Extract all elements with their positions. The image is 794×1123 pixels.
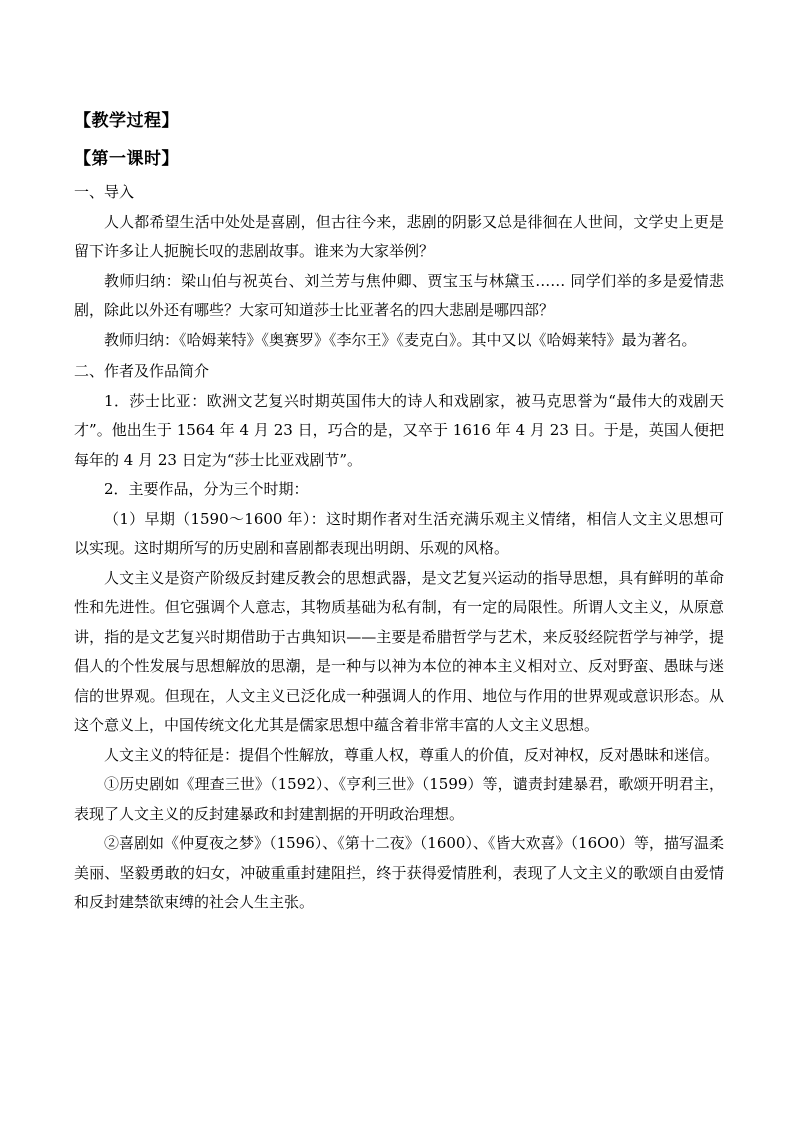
paragraph-teacher-summary-1: 教师归纳：梁山伯与祝英台、刘兰芳与焦仲卿、贾宝玉与林黛玉…… 同学们举的多是爱情悲剧，除此以外还有哪些？大家可知道莎士比亚著名的四大悲剧是哪四部？ xyxy=(74,271,724,319)
paragraph-humanism: 人文主义是资产阶级反封建反教会的思想武器，是文艺复兴运动的指导思想，具有鲜明的革命性和先进性。但它强调个人意志，其物质基础为私有制，有一定的局限性。所谓人文主义，从原意讲，指的是文艺复兴时期借助于古典知识——主要是希腊哲学与艺术，来反驳经院哲学与神学，提倡人的个性发展与思想解放的思潮，是一种与以神为本位的神本主义相对立、反对野蛮、愚昧与迷信的世界观。但现在，人文主义已泛化成一种强调人的作用、地位与作用的世界观或意识形态。从这个意义上，中国传统文化尤其是儒家思想中蕴含着非常丰富的人文主义思想。 xyxy=(74,568,724,734)
paragraph-humanism-features: 人文主义的特征是：提倡个性解放，尊重人权，尊重人的价值，反对神权，反对愚昧和迷信。 xyxy=(104,745,720,764)
paragraph-early-period: （1）早期（1590～1600 年）：这时期作者对生活充满乐观主义情绪，相信人文主义思想可以实现。这时期所写的历史剧和喜剧都表现出明朗、乐观的风格。 xyxy=(74,509,724,557)
paragraph-shakespeare-bio: 1．莎士比亚：欧洲文艺复兴时期英国伟大的诗人和戏剧家，被马克思誉为“最伟大的戏剧天才”。他出生于 1564 年 4 月 23 日，巧合的是，又卒于 1616 年 4 月 23 日。于是，英国人便把每年的 4 月 23 日定为“莎士比亚戏剧节”。 xyxy=(74,391,724,469)
paragraph-history-plays: ①历史剧如《理查三世》（1592）、《亨利三世》（1599）等，谴责封建暴君，歌颂开明君主，表现了人文主义的反封建暴政和封建割据的开明政治理想。 xyxy=(74,775,724,823)
paragraph-main-works: 2．主要作品，分为三个时期： xyxy=(104,480,309,498)
heading-teaching-process: 【教学过程】 xyxy=(74,111,179,131)
paragraph-teacher-summary-2: 教师归纳：《哈姆莱特》《奥赛罗》《李尔王》《麦克白》。其中又以《哈姆莱特》最为著名。 xyxy=(104,330,697,349)
heading-first-lesson: 【第一课时】 xyxy=(74,149,179,169)
document-body xyxy=(74,96,724,918)
section-introduction: 一、导入 xyxy=(74,183,135,201)
paragraph-intro: 人人都希望生活中处处是喜剧，但古往今来，悲剧的阴影又总是徘徊在人世间，文学史上更是留下许多让人扼腕长叹的悲剧故事。谁来为大家举例？ xyxy=(74,212,724,260)
paragraph-comedies: ②喜剧如《仲夏夜之梦》（1596）、《第十二夜》（1600）、《皆大欢喜》（16O0）等，描写温柔美丽、坚毅勇敢的妇女，冲破重重封建阻拦，终于获得爱情胜利，表现了人文主义的歌颂自由爱情和反封建禁欲束缚的社会人生主张。 xyxy=(74,834,724,911)
section-author-works: 二、作者及作品简介 xyxy=(74,362,210,380)
